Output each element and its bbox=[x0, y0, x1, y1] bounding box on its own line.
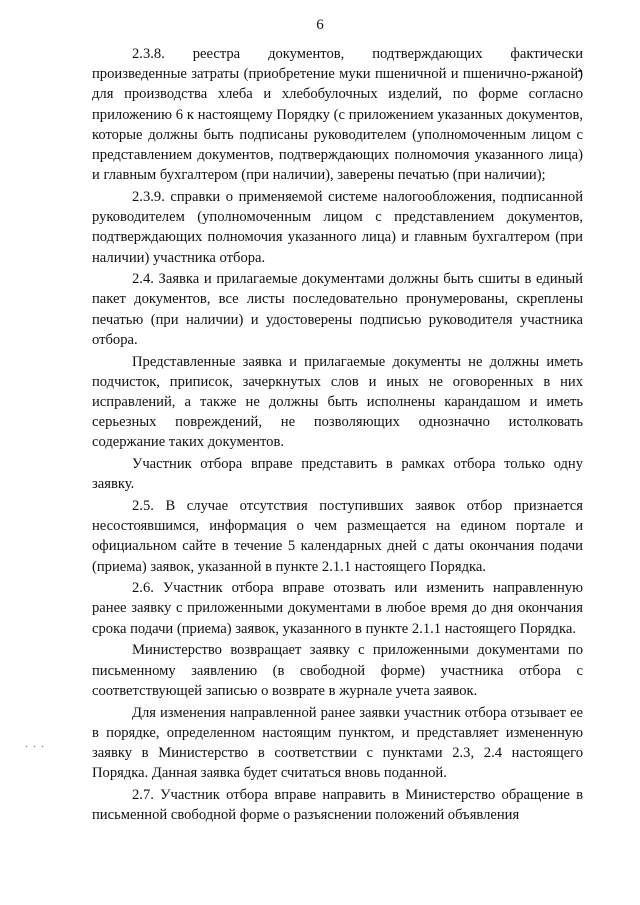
paragraph-2-4: 2.4. Заявка и прилагаемые документами должны быть сшиты в единый пакет документов, все листы последовательно пронумерованы, скреплены печатью (при наличии) и удостоверены подписью руководителя участника отбора. bbox=[92, 271, 583, 348]
paragraph-ministry-returns: Министерство возвращает заявку с приложенными документами по письменному заявлению (в свободной форме) участника отбора с соответствующей записью о возврате в журнале учета заявок. bbox=[92, 642, 583, 699]
paragraph-single-application: Участник отбора вправе представить в рамках отбора только одну заявку. bbox=[92, 456, 583, 493]
paragraph-2-6: 2.6. Участник отбора вправе отозвать или изменить направленную ранее заявку с приложенными документами в любое время до дня окончания срока подачи (приема) заявок, указанного в пункте 2.1.1 настоящего Порядка. bbox=[92, 580, 583, 637]
margin-dots: . . . bbox=[25, 736, 45, 750]
paragraph-2-3-8: 2.3.8. реестра документов, подтверждающих фактически произведенные затраты (приобретение муки пшеничной и пшенично-ржаной) для производства хлеба и хлебобулочных изделий, по форме согласно приложению 6 к настоящему Порядку (с приложением указанных документов, которые должны быть подписаны руководителем (уполномоченным лицом с представлением документов, подтверждающих полномочия указанного лица) и главным бухгалтером (при наличии), заверены печатью (при наличии); bbox=[92, 46, 583, 184]
paragraph-2-3-9: 2.3.9. справки о применяемой системе налогообложения, подписанной руководителем (уполномоченным лицом с представлением документов, подтверждающих полномочия указанного лица) и главным бухгалтером (при наличии) участника отбора. bbox=[92, 188, 583, 266]
paragraph-2-5: 2.5. В случае отсутствия поступивших заявок отбор признается несостоявшимся, информация о чем размещается на едином портале и официальном сайте в течение 5 календарных дней с даты окончания подачи (приема) заявок, указанной в пункте 2.1.1 настоящего Порядка. bbox=[92, 497, 583, 575]
document-body bbox=[92, 44, 583, 827]
paragraph-2-7: 2.7. Участник отбора вправе направить в Министерство обращение в письменной свободной форме о разъяснении положений объявления bbox=[92, 786, 583, 824]
paragraph-document-requirements: Представленные заявка и прилагаемые документы не должны иметь подчисток, приписок, зачеркнутых слов и иных не оговоренных в них исправлений, а также не должны быть исполнены карандашом и иметь серьезных повреждений, не позволяющих однозначно истолковать содержание таких документов. bbox=[92, 353, 583, 451]
paragraph-change-application: Для изменения направленной ранее заявки участник отбора отзывает ее в порядке, определенном настоящим пунктом, и представляет измененную заявку в Министерство в соответствии с пунктами 2.3, 2.4 настоящего Порядка. Данная заявка будет считаться вновь поданной. bbox=[92, 704, 583, 782]
page-number: 6 bbox=[316, 17, 324, 33]
